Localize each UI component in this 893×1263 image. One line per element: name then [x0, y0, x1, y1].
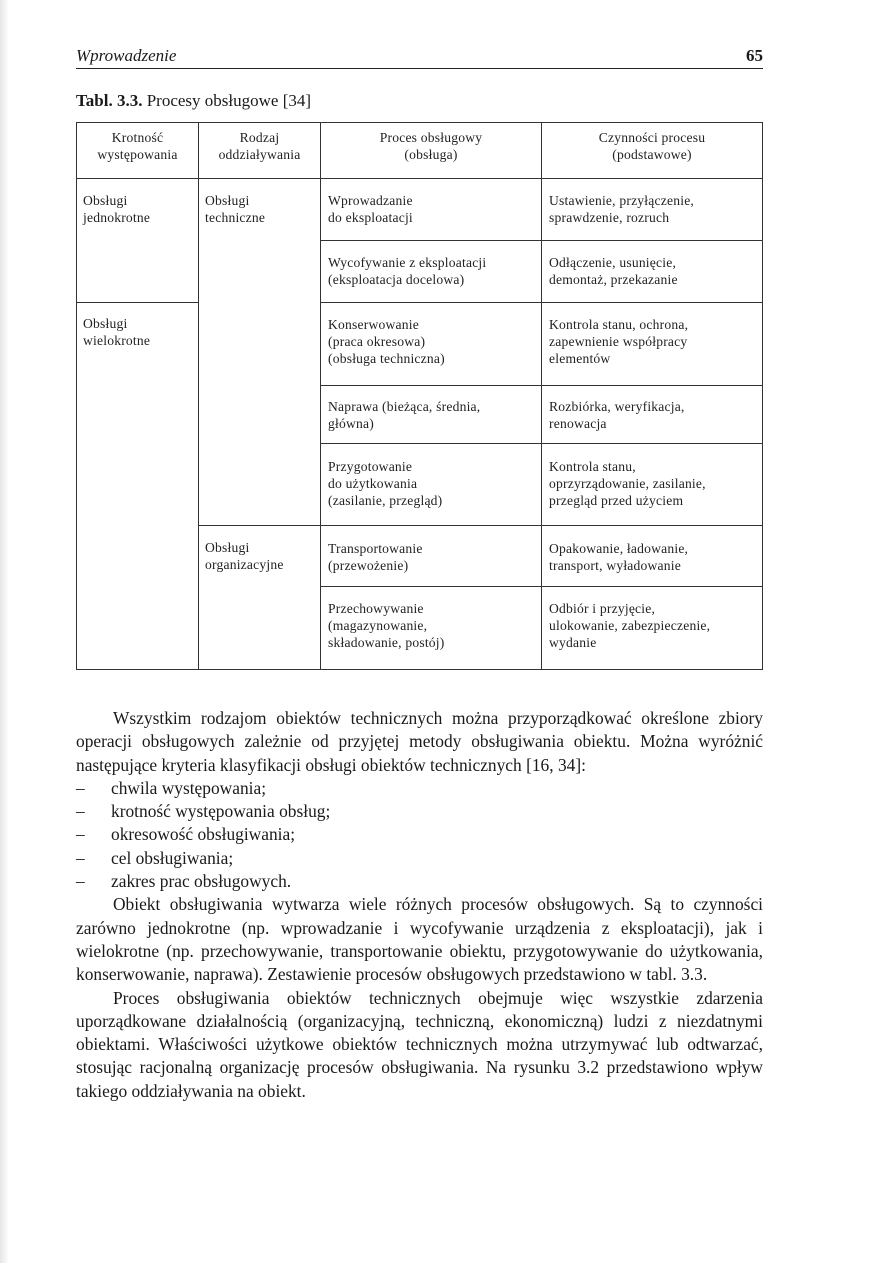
activities-cell: Ustawienie, przyłączenie, sprawdzenie, rozruch — [549, 193, 695, 225]
process-cell: Konserwowanie (praca okresowa) (obsługa techniczna) — [328, 317, 445, 366]
frequency-cell: Obsługi jednokrotne — [83, 193, 151, 225]
page-edge-shadow — [0, 0, 9, 1263]
table-row-divider — [320, 302, 762, 303]
process-cell: Przygotowanie do użytkowania (zasilanie, przegląd) — [328, 459, 443, 508]
table-row-divider — [320, 385, 762, 386]
list-marker: – — [76, 847, 85, 868]
table-row-divider — [77, 302, 198, 303]
process-cell: Przechowywanie (magazynowanie, składowanie, postój) — [328, 601, 445, 650]
table-header-cell: Rodzaj oddziaływania — [218, 130, 301, 162]
body-text — [76, 707, 763, 1103]
table-row-divider — [320, 525, 762, 526]
running-header — [76, 46, 763, 69]
interaction-cell: Obsługi organizacyjne — [205, 540, 284, 572]
activities-cell: Odbiór i przyjęcie, ulokowanie, zabezpieczenie, wydanie — [549, 601, 711, 650]
list-item — [76, 823, 763, 846]
table-header-rule — [77, 178, 762, 179]
frequency-cell: Obsługi wielokrotne — [83, 316, 151, 348]
list-marker: – — [76, 824, 85, 845]
table-header-cell: Proces obsługowy (obsługa) — [379, 130, 483, 162]
paragraph: Proces obsługiwania obiektów technicznych obejmuje więc wszystkie zdarzenia uporządkowane działalnością (organizacyjną, techniczną, ekonomiczną) ludzi z niezdatnymi obiektami. Właściwości użytkowe obiektów technicznych można utrzymywać lub odtwarzać, stosując racjonalną organizację procesów obsługiwania. Na rysunku 3.2 przedstawiono wpływ takiego oddziaływania na obiekt. — [76, 987, 763, 1101]
list-marker: – — [76, 871, 85, 892]
list-item — [76, 870, 763, 893]
process-table — [76, 122, 763, 670]
table-caption — [76, 91, 311, 111]
table-row-divider — [320, 240, 762, 241]
process-cell: Wprowadzanie do eksploatacji — [328, 193, 413, 225]
process-cell: Naprawa (bieżąca, średnia, główna) — [328, 399, 481, 431]
table-row-divider — [198, 525, 320, 526]
activities-cell: Odłączenie, usunięcie, demontaż, przekazanie — [549, 255, 678, 287]
list-item-text: cel obsługiwania; — [111, 847, 234, 868]
process-cell: Wycofywanie z eksploatacji (eksploatacja docelowa) — [328, 255, 487, 287]
activities-cell: Rozbiórka, weryfikacja, renowacja — [549, 399, 685, 431]
activities-cell: Opakowanie, ładowanie, transport, wyładowanie — [549, 541, 689, 573]
list-item — [76, 777, 763, 800]
table-col-divider — [198, 123, 199, 669]
paragraph: Obiekt obsługiwania wytwarza wiele różnych procesów obsługowych. Są to czynności zarówno jednokrotne (np. wprowadzanie i wycofywanie urządzenia z eksploatacji), jak i wielokrotne (np. przechowywanie, transportowanie obiektu, przygotowywanie do użytkowania, konserwowanie, naprawa). Zestawienie procesów obsługowych przedstawiono w tabl. 3.3. — [76, 894, 763, 985]
table-col-divider — [320, 123, 321, 669]
list-item-text: chwila występowania; — [111, 777, 267, 798]
table-caption-label: Tabl. 3.3. — [76, 91, 143, 110]
interaction-cell: Obsługi techniczne — [205, 193, 266, 225]
table-header-cell: Czynności procesu (podstawowe) — [598, 130, 706, 162]
activities-cell: Kontrola stanu, oprzyrządowanie, zasilanie, przegląd przed użyciem — [549, 459, 706, 508]
list-item — [76, 847, 763, 870]
criteria-list — [76, 777, 763, 893]
running-title: Wprowadzenie — [76, 46, 177, 65]
list-item-text: okresowość obsługiwania; — [111, 824, 296, 845]
table-row-divider — [320, 586, 762, 587]
list-item-text: zakres prac obsługowych. — [111, 871, 292, 892]
table-header-cell: Krotność występowania — [97, 130, 178, 162]
list-marker: – — [76, 777, 85, 798]
activities-cell: Kontrola stanu, ochrona, zapewnienie współpracy elementów — [549, 317, 689, 366]
page-number: 65 — [746, 46, 763, 65]
paragraph: Wszystkim rodzajom obiektów technicznych można przyporządkować określone zbiory operacji obsługowych zależnie od przyjętej metody obsługiwania obiektu. Można wyróżnić następujące kryteria klasyfikacji obsługi obiektów technicznych [16, 34]: — [76, 708, 763, 775]
list-item — [76, 800, 763, 823]
table-col-divider — [541, 123, 542, 669]
list-item-text: krotność występowania obsług; — [111, 801, 331, 822]
list-marker: – — [76, 801, 85, 822]
table-row-divider — [320, 443, 762, 444]
table-caption-text: Procesy obsługowe [34] — [146, 91, 312, 110]
process-cell: Transportowanie (przewożenie) — [328, 541, 423, 573]
